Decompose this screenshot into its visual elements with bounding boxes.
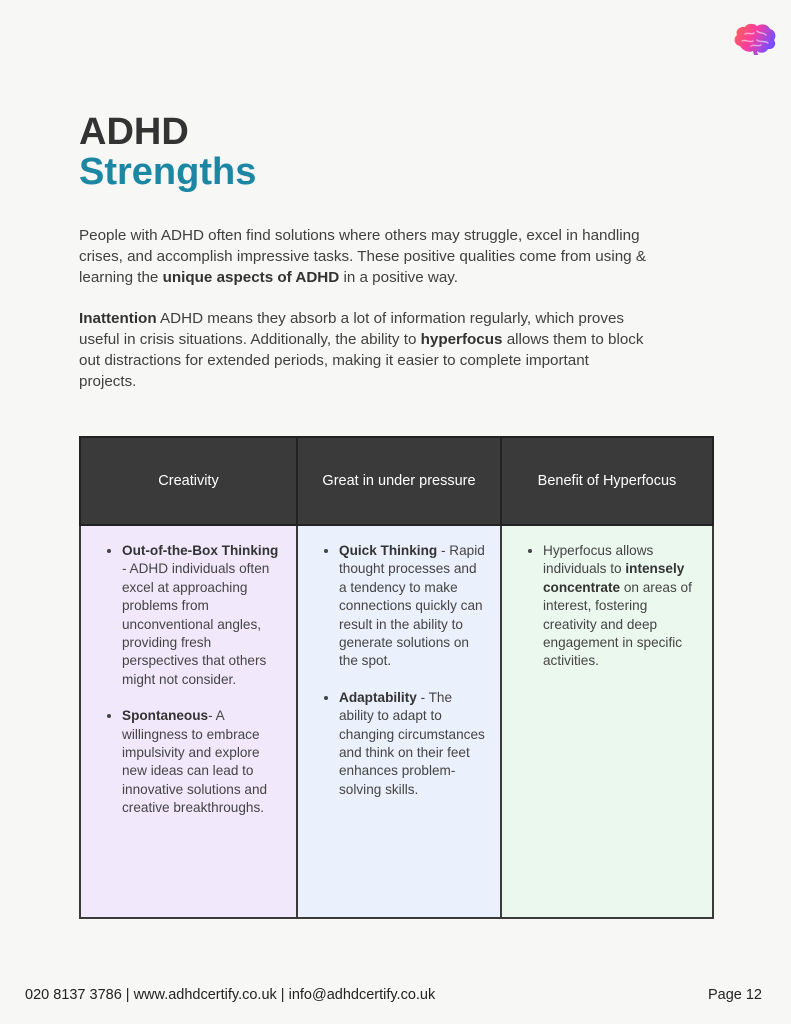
header-hyperfocus: Benefit of Hyperfocus: [501, 437, 713, 525]
list-item: • Out-of-the-Box Thinking - ADHD individuals often excel at approaching problems from unconventional angles, providing fresh perspectives that others might not consider.: [122, 542, 282, 689]
page-title: [79, 112, 256, 192]
page-number: Page 12: [707, 987, 762, 1003]
table-row: [80, 525, 713, 918]
header-creativity: Creativity: [80, 437, 297, 525]
title-line-2: Strengths: [79, 151, 257, 193]
header-under-pressure: Great in under pressure: [297, 437, 501, 525]
intro-text: [79, 225, 649, 412]
list-item: • Spontaneous- A willingness to embrace impulsivity and explore new ideas can lead to innovative solutions and creative breakthroughs.: [122, 707, 282, 817]
intro-paragraph-2: Inattention ADHD means they absorb a lot of information regularly, which proves useful in crisis situations. Additionally, the ability to hyperfocus allows them to block out distractions for extended periods, making it easier to complete important projects.: [79, 310, 644, 390]
footer-contact: 020 8137 3786 | www.adhdcertify.co.uk | info@adhdcertify.co.uk: [25, 987, 436, 1003]
list-item: • Adaptability - The ability to adapt to changing circumstances and think on their feet enhances problem-solving skills.: [339, 689, 486, 799]
creativity-cell: [80, 525, 297, 918]
list-item: • Quick Thinking - Rapid thought processes and a tendency to make connections quickly can result in the ability to generate solutions on the spot.: [339, 542, 486, 671]
title-line-1: ADHD: [79, 111, 189, 153]
list-item: • Hyperfocus allows individuals to intensely concentrate on areas of interest, fostering creativity and deep engagement in specific activities.: [543, 542, 698, 671]
table-header-row: [80, 437, 713, 525]
hyperfocus-cell: [501, 525, 713, 918]
intro-paragraph-1: People with ADHD often find solutions where others may struggle, excel in handling crises, and accomplish impressive tasks. These positive qualities come from using & learning the unique aspects of ADHD in a positive way.: [79, 227, 646, 286]
under-pressure-cell: [297, 525, 501, 918]
strengths-table: [79, 436, 714, 919]
brain-icon: [732, 22, 778, 56]
